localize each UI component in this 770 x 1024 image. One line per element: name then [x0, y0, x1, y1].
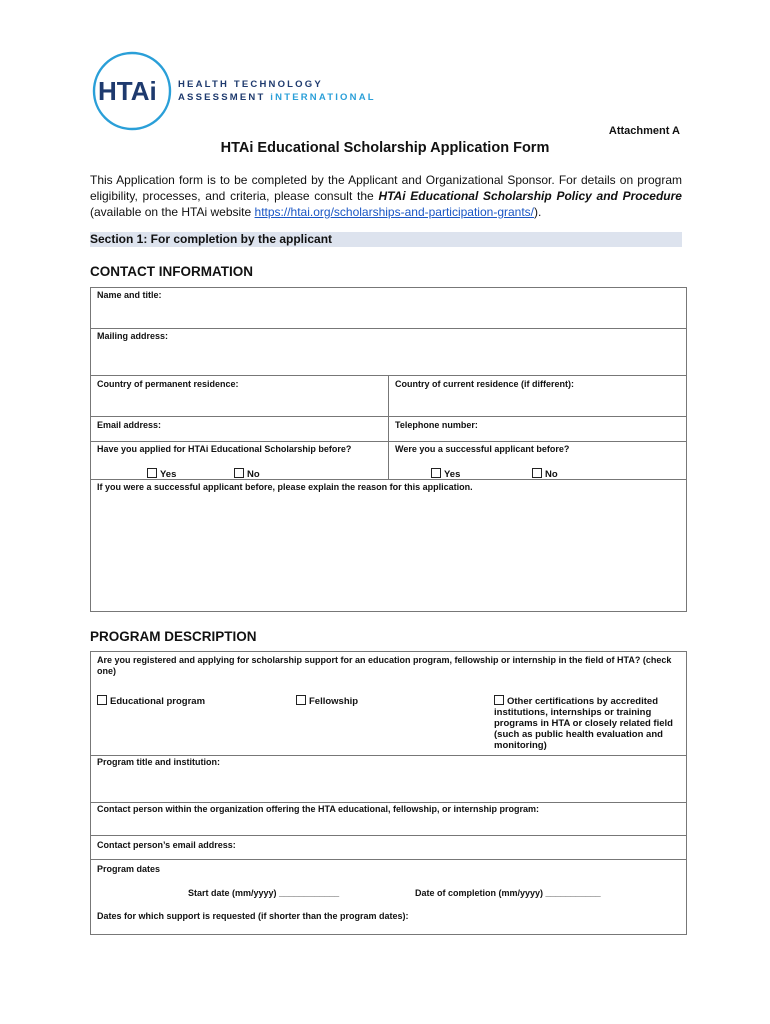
success-yes-label: Yes [444, 469, 461, 480]
checkbox-icon [147, 468, 157, 478]
name-title-field[interactable]: Name and title: [97, 290, 162, 300]
country-current-field[interactable]: Country of current residence (if different): [395, 379, 575, 389]
applied-before-question: Have you applied for HTAi Educational Scholarship before? [97, 444, 352, 454]
row-divider [90, 835, 687, 836]
telephone-field[interactable]: Telephone number: [395, 420, 478, 430]
intro-paragraph [90, 172, 682, 220]
applied-no-checkbox[interactable] [234, 468, 260, 480]
other-certifications-checkbox[interactable] [494, 695, 682, 751]
scholarships-link[interactable]: https://htai.org/scholarships-and-participation-grants/ [254, 205, 535, 219]
success-yes-checkbox[interactable] [431, 468, 460, 480]
applied-yes-label: Yes [160, 469, 177, 480]
logo-line-2-accent: iNTERNATIONAL [270, 92, 376, 103]
success-no-label: No [545, 469, 558, 480]
program-title-field[interactable]: Program title and institution: [97, 757, 220, 767]
success-no-checkbox[interactable] [532, 468, 558, 480]
intro-text-3: ). [534, 205, 542, 219]
checkbox-icon [431, 468, 441, 478]
logo-line-2-main: ASSESSMENT [178, 92, 271, 103]
completion-date-field[interactable]: Date of completion (mm/yyyy) ___________ [415, 888, 601, 898]
htai-logo [90, 48, 376, 134]
applied-no-label: No [247, 469, 260, 480]
page-title: HTAi Educational Scholarship Application Form [220, 140, 550, 156]
section-1-bar: Section 1: For completion by the applicant [90, 232, 682, 247]
checkbox-icon [532, 468, 542, 478]
explain-reason-field[interactable]: If you were a successful applicant before, please explain the reason for this application. [97, 482, 473, 492]
mailing-address-field[interactable]: Mailing address: [97, 331, 169, 341]
row-divider [90, 859, 687, 860]
logo-ring-icon [90, 48, 176, 134]
logo-line-2 [178, 92, 376, 103]
contact-heading: CONTACT INFORMATION [90, 264, 253, 279]
intro-text-1: This Application form is to be completed by the Applicant and Organizational Sponsor. For details on program eligibility, processes, and criteria, please consult the [90, 173, 682, 203]
contact-email-field[interactable]: Contact person’s email address: [97, 840, 236, 850]
row-divider [90, 802, 687, 803]
registered-question: Are you registered and applying for scholarship support for an education program, fellowship or internship in the field of HTA? (check one) [97, 655, 672, 676]
policy-name: HTAi Educational Scholarship Policy and Procedure [378, 189, 682, 203]
row-divider [90, 755, 687, 756]
attachment-label: Attachment A [608, 125, 680, 137]
email-field[interactable]: Email address: [97, 420, 162, 430]
row-divider [90, 479, 687, 480]
program-dates-label: Program dates [97, 864, 161, 874]
country-permanent-field[interactable]: Country of permanent residence: [97, 379, 239, 389]
checkbox-icon [234, 468, 244, 478]
fellowship-label: Fellowship [309, 696, 359, 707]
intro-text-2: (available on the HTAi website [90, 205, 255, 219]
applied-yes-checkbox[interactable] [147, 468, 176, 480]
column-divider [388, 375, 389, 479]
checkbox-icon [97, 695, 107, 705]
support-dates-field[interactable]: Dates for which support is requested (if shorter than the program dates): [97, 911, 409, 921]
start-date-field[interactable]: Start date (mm/yyyy) ____________ [188, 888, 340, 898]
other-certifications-label: Other certifications by accredited institutions, internships or training programs in HTA or closely related field (such as public health evaluation and monitoring) [494, 696, 673, 751]
row-divider [90, 328, 687, 329]
logo-mark: HTAi [98, 76, 157, 106]
checkbox-icon [296, 695, 306, 705]
educational-program-checkbox[interactable] [97, 695, 205, 707]
successful-before-question: Were you a successful applicant before? [395, 444, 570, 454]
program-heading: PROGRAM DESCRIPTION [90, 629, 257, 644]
checkbox-icon [494, 695, 504, 705]
logo-line-1: HEALTH TECHNOLOGY [178, 79, 323, 90]
educational-program-label: Educational program [110, 696, 206, 707]
contact-person-field[interactable]: Contact person within the organization offering the HTA educational, fellowship, or internship program: [97, 804, 540, 814]
fellowship-checkbox[interactable] [296, 695, 358, 707]
